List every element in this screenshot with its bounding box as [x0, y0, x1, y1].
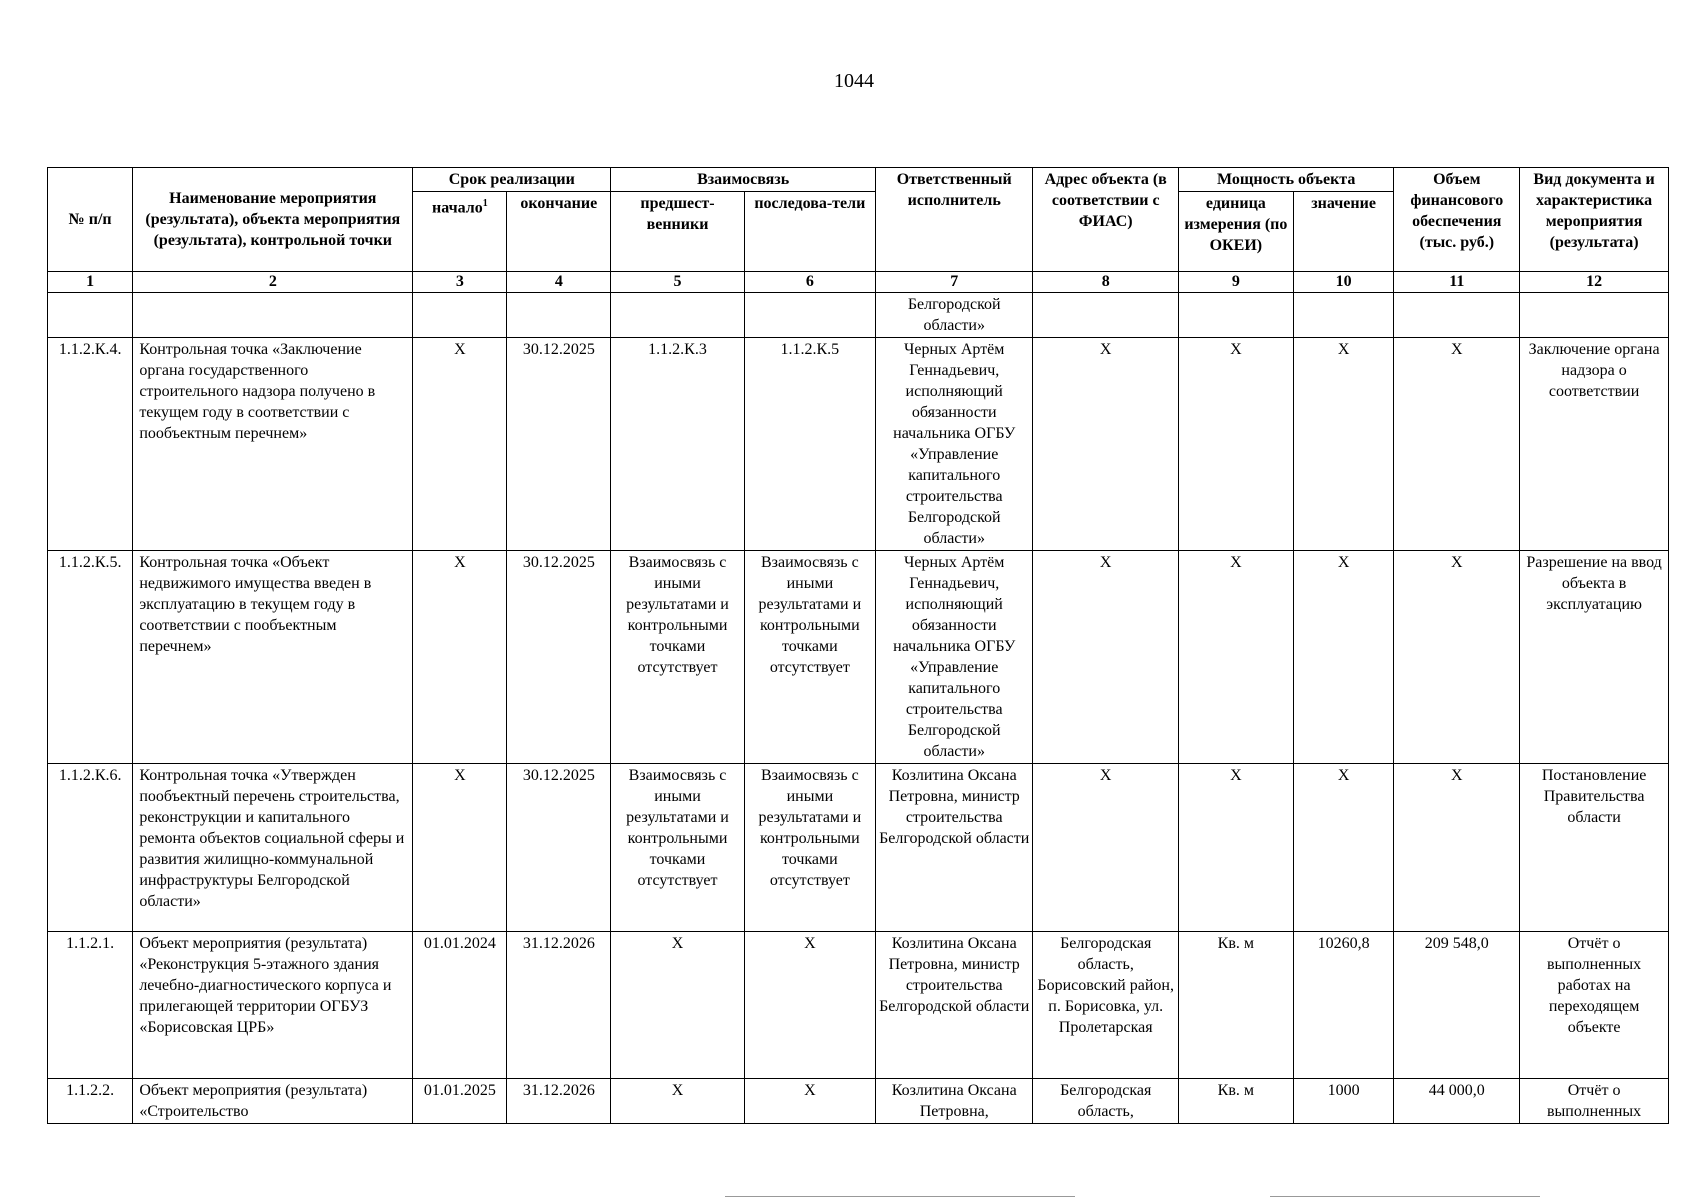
cell-num — [48, 293, 133, 338]
cell-name: Объект мероприятия (результата) «Реконструкция 5-этажного здания лечебно-диагностического корпуса и прилегающей территории ОГБУЗ «Борисовская ЦРБ» — [133, 932, 413, 1079]
cell-unit: Х — [1178, 551, 1293, 764]
cell-unit — [1178, 293, 1293, 338]
scan-edge-line — [725, 1196, 1075, 1197]
cell-succ: Х — [744, 1079, 875, 1124]
cell-succ: Х — [744, 932, 875, 1079]
cell-resp: Черных Артём Геннадьевич, исполняющий обязанности начальника ОГБУ «Управление капитального строительства Белгородской области» — [875, 338, 1033, 551]
cell-name: Объект мероприятия (результата) «Строительство — [133, 1079, 413, 1124]
cell-unit: Кв. м — [1178, 1079, 1293, 1124]
cell-start: 01.01.2025 — [413, 1079, 507, 1124]
cell-start: Х — [413, 338, 507, 551]
cell-start: 01.01.2024 — [413, 932, 507, 1079]
cell-unit: Кв. м — [1178, 932, 1293, 1079]
cell-num: 1.1.2.К.5. — [48, 551, 133, 764]
header-period: Срок реализации — [413, 168, 611, 192]
cell-fin — [1394, 293, 1520, 338]
cell-unit: Х — [1178, 764, 1293, 932]
cell-resp: Белгородской области» — [875, 293, 1033, 338]
cell-succ — [744, 293, 875, 338]
cell-num: 1.1.2.2. — [48, 1079, 133, 1124]
header-address: Адрес объекта (в соответствии с ФИАС) — [1033, 168, 1178, 272]
cell-end: 30.12.2025 — [507, 764, 611, 932]
cell-num: 1.1.2.К.4. — [48, 338, 133, 551]
table-header — [48, 168, 1669, 293]
col-number: 9 — [1178, 272, 1293, 293]
cell-fin: Х — [1394, 551, 1520, 764]
header-finance: Объем финансового обеспечения (тыс. руб.) — [1394, 168, 1520, 272]
col-number: 1 — [48, 272, 133, 293]
cell-start: Х — [413, 764, 507, 932]
cell-fin: Х — [1394, 338, 1520, 551]
cell-end: 31.12.2026 — [507, 1079, 611, 1124]
cell-addr — [1033, 293, 1178, 338]
col-number: 4 — [507, 272, 611, 293]
cell-value: Х — [1293, 338, 1394, 551]
cell-name: Контрольная точка «Заключение органа государственного строительного надзора получено в текущем году в соответствии с пообъектным перечнем» — [133, 338, 413, 551]
cell-resp: Козлитина Оксана Петровна, министр строительства Белгородской области — [875, 932, 1033, 1079]
cell-pred: 1.1.2.К.3 — [611, 338, 744, 551]
col-number: 3 — [413, 272, 507, 293]
cell-name — [133, 293, 413, 338]
cell-end: 30.12.2025 — [507, 551, 611, 764]
cell-num: 1.1.2.К.6. — [48, 764, 133, 932]
table-row — [48, 764, 1669, 932]
cell-value: Х — [1293, 764, 1394, 932]
header-relation: Взаимосвязь — [611, 168, 876, 192]
header-doc: Вид документа и характеристика мероприятия (результата) — [1520, 168, 1669, 272]
cell-end: 30.12.2025 — [507, 338, 611, 551]
cell-doc — [1520, 293, 1669, 338]
cell-addr: Х — [1033, 338, 1178, 551]
cell-pred: Взаимосвязь с иными результатами и контрольными точками отсутствует — [611, 764, 744, 932]
cell-addr: Белгородская область, Борисовский район, п. Борисовка, ул. Пролетарская — [1033, 932, 1178, 1079]
cell-value: 10260,8 — [1293, 932, 1394, 1079]
cell-value: 1000 — [1293, 1079, 1394, 1124]
cell-pred: Взаимосвязь с иными результатами и контрольными точками отсутствует — [611, 551, 744, 764]
cell-name: Контрольная точка «Объект недвижимого имущества введен в эксплуатацию в текущем году в соответствии с пообъектным перечнем» — [133, 551, 413, 764]
col-number: 2 — [133, 272, 413, 293]
cell-pred — [611, 293, 744, 338]
cell-doc: Отчёт о выполненных — [1520, 1079, 1669, 1124]
cell-name: Контрольная точка «Утвержден пообъектный перечень строительства, реконструкции и капитального ремонта объектов социальной сферы и развития жилищно-коммунальной инфраструктуры Белгородской области» — [133, 764, 413, 932]
cell-start — [413, 293, 507, 338]
header-unit: единица измерения (по ОКЕИ) — [1178, 192, 1293, 272]
cell-end: 31.12.2026 — [507, 932, 611, 1079]
header-num: № п/п — [48, 168, 133, 272]
cell-succ: 1.1.2.К.5 — [744, 338, 875, 551]
col-number: 7 — [875, 272, 1033, 293]
cell-fin: Х — [1394, 764, 1520, 932]
table-row — [48, 338, 1669, 551]
header-capacity: Мощность объекта — [1178, 168, 1393, 192]
table-row — [48, 293, 1669, 338]
cell-fin: 209 548,0 — [1394, 932, 1520, 1079]
cell-doc: Отчёт о выполненных работах на переходящем объекте — [1520, 932, 1669, 1079]
cell-resp: Черных Артём Геннадьевич, исполняющий обязанности начальника ОГБУ «Управление капитального строительства Белгородской области» — [875, 551, 1033, 764]
header-value: значение — [1293, 192, 1394, 272]
col-number: 6 — [744, 272, 875, 293]
cell-doc: Постановление Правительства области — [1520, 764, 1669, 932]
cell-num: 1.1.2.1. — [48, 932, 133, 1079]
cell-addr: Белгородская область, — [1033, 1079, 1178, 1124]
header-predecessors: предшест-венники — [611, 192, 744, 272]
cell-addr: Х — [1033, 551, 1178, 764]
cell-resp: Козлитина Оксана Петровна, — [875, 1079, 1033, 1124]
col-number: 12 — [1520, 272, 1669, 293]
cell-end — [507, 293, 611, 338]
header-start: начало$^1$ — [413, 192, 507, 272]
cell-unit: Х — [1178, 338, 1293, 551]
header-name: Наименование мероприятия (результата), объекта мероприятия (результата), контрольной точки — [133, 168, 413, 272]
cell-pred: Х — [611, 932, 744, 1079]
table-row — [48, 551, 1669, 764]
cell-succ: Взаимосвязь с иными результатами и контрольными точками отсутствует — [744, 764, 875, 932]
cell-start: Х — [413, 551, 507, 764]
table-row — [48, 932, 1669, 1079]
cell-succ: Взаимосвязь с иными результатами и контрольными точками отсутствует — [744, 551, 875, 764]
col-number: 10 — [1293, 272, 1394, 293]
col-number: 11 — [1394, 272, 1520, 293]
cell-value: Х — [1293, 551, 1394, 764]
program-table — [47, 167, 1669, 1124]
cell-doc: Заключение органа надзора о соответствии — [1520, 338, 1669, 551]
cell-pred: Х — [611, 1079, 744, 1124]
col-number: 5 — [611, 272, 744, 293]
cell-addr: Х — [1033, 764, 1178, 932]
page-number: 1044 — [834, 70, 874, 92]
cell-value — [1293, 293, 1394, 338]
header-responsible: Ответственный исполнитель — [875, 168, 1033, 272]
footnote-mark: 1 — [482, 198, 488, 209]
scan-edge-line — [1270, 1196, 1540, 1197]
header-end: окончание — [507, 192, 611, 272]
header-successors: последова-тели — [744, 192, 875, 272]
cell-doc: Разрешение на ввод объекта в эксплуатацию — [1520, 551, 1669, 764]
cell-resp: Козлитина Оксана Петровна, министр строительства Белгородской области — [875, 764, 1033, 932]
cell-fin: 44 000,0 — [1394, 1079, 1520, 1124]
table-row — [48, 1079, 1669, 1124]
col-number: 8 — [1033, 272, 1178, 293]
